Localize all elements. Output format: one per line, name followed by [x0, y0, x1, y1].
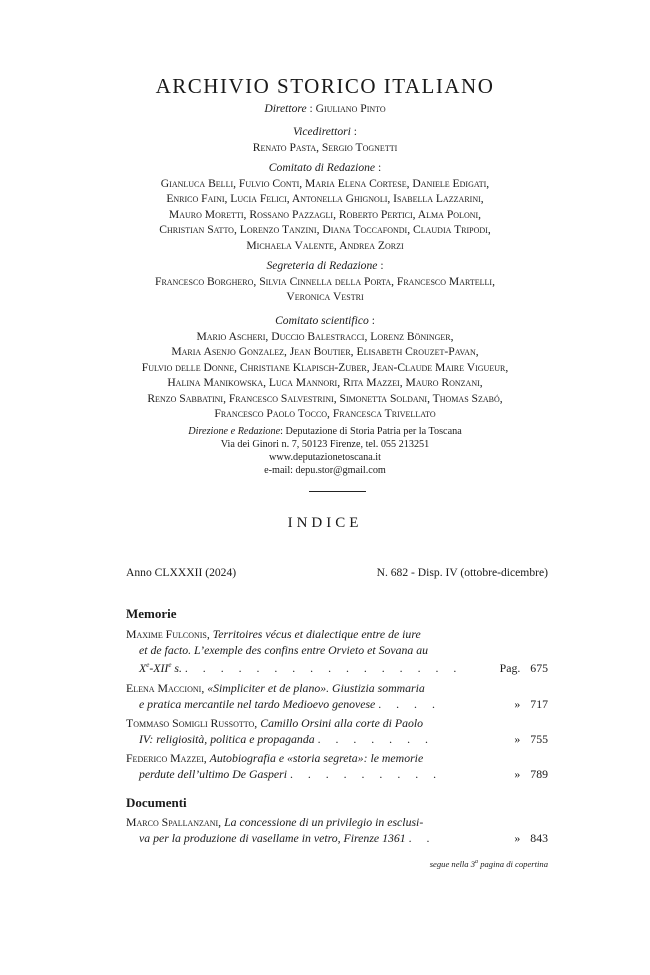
vice-directors-block: Vicedirettori : Renato Pasta, Sergio Tognetti: [60, 124, 590, 155]
entry-title: La concessione di un privilegio in esclusi-: [224, 815, 424, 829]
entry-title: Territoires vécus et dialectique entre de iure: [212, 627, 421, 641]
editorial-committee-line: Michaela Valente, Andrea Zorzi: [246, 238, 404, 252]
director-name: Giuliano Pinto: [315, 102, 386, 115]
page-marker: »: [514, 830, 521, 845]
page-number: 789: [530, 766, 548, 781]
vice-directors-names: Renato Pasta, Sergio Tognetti: [252, 140, 398, 154]
entry-title-cont: va per la produzione di vasellame in vetro, Firenze 1361: [139, 830, 406, 845]
address-label: Direzione e Redazione: [188, 426, 281, 437]
section-heading-memorie: Memorie: [126, 606, 177, 621]
director-role: Direttore: [264, 102, 307, 115]
index-heading: INDICE: [287, 515, 363, 531]
entry-title: Camillo Orsini alla corte di Paolo: [260, 716, 424, 730]
scientific-committee-line: Renzo Sabbatini, Francesco Salvestrini, Simonetta Soldani, Thomas Szabó,: [147, 391, 503, 405]
editorial-committee-block: Comitato di Redazione : Gianluca Belli, Fulvio Conti, Maria Elena Cortese, Daniele Edigati, Enrico Faini, Lucia Felici, Antonella Ghignoli, Isabella Lazzarini, Mauro Moretti, Rossano Pazzagli, Roberto Pertici, Alma Poloni, Christian Satto, Lorenzo Tanzini, Diana Toccafondi, Claudia Tripodi, Michaela Valente, Andrea Zorzi: [60, 160, 590, 253]
page-number: 755: [530, 731, 548, 746]
entry-title: «Simpliciter et de plano». Giustizia sommaria: [207, 681, 425, 695]
entry-author: Maxime Fulconis: [126, 627, 207, 641]
entry-title: Autobiografia e «storia segreta»: le memorie: [209, 751, 424, 765]
entry-title-cont: e pratica mercantile nel tardo Medioevo genovese: [139, 696, 376, 711]
scientific-committee-line: Francesco Paolo Tocco, Francesca Trivellato: [214, 407, 436, 420]
editorial-committee-role: Comitato di Redazione: [268, 161, 376, 174]
secretariat-role: Segreteria di Redazione: [266, 259, 378, 272]
address-line1: Deputazione di Storia Patria per la Toscana: [285, 426, 462, 437]
address-line2: Via dei Ginori n. 7, 50123 Firenze, tel. 055 213251: [220, 439, 430, 450]
scientific-committee-block: Comitato scientifico : Mario Ascheri, Duccio Balestracci, Lorenz Böninger, Maria Asenjo Gonzalez, Jean Boutier, Elisabeth Crouzet-Pavan, Fulvio delle Donne, Christiane Klapisch-Zuber, Jean-Claude Maire Vigueur, Halina Manikowska, Luca Mannori, Rita Mazzei, Mauro Ronzani, Renzo Sabbatini, Francesco Salvestrini, Simonetta Soldani, Thomas Szabó, Francesco Paolo Tocco, Francesca Trivellato: [60, 313, 590, 422]
page-marker: »: [514, 766, 521, 781]
page-number: 717: [530, 696, 548, 711]
entry-author: Federico Mazzei: [126, 751, 204, 765]
secretariat-line: Francesco Borghero, Silvia Cinnella della Porta, Francesco Martelli,: [155, 274, 495, 288]
page-marker: »: [514, 696, 521, 711]
scientific-committee-line: Maria Asenjo Gonzalez, Jean Boutier, Elisabeth Crouzet-Pavan,: [171, 345, 479, 358]
page-marker: »: [514, 731, 521, 746]
toc-entry[interactable]: Tommaso Somigli Russotto, Camillo Orsini alla corte di Paolo IV: religiosità, politica e propaganda . . . . . . . » 755: [126, 716, 548, 746]
footer-note: segue nella 3$^a$ pagina di copertina: [429, 859, 548, 869]
address-web[interactable]: www.deputazionetoscana.it: [269, 452, 381, 463]
editorial-committee-line: Christian Satto, Lorenzo Tanzini, Diana Toccafondi, Claudia Tripodi,: [159, 223, 491, 236]
entry-title-cont: IV: religiosità, politica e propaganda: [139, 731, 315, 746]
page-marker: Pag.: [499, 660, 521, 675]
scientific-committee-line: Fulvio delle Donne, Christiane Klapisch-Zuber, Jean-Claude Maire Vigueur,: [141, 360, 509, 374]
journal-title: ARCHIVIO STORICO ITALIANO: [155, 74, 495, 98]
secretariat-line: Veronica Vestri: [286, 290, 364, 303]
entry-author: Marco Spallanzani: [126, 815, 219, 829]
director-block: Direttore : Giuliano Pinto: [264, 102, 386, 115]
toc-entry[interactable]: Elena Maccioni, «Simpliciter et de plano». Giustizia sommaria e pratica mercantile nel tardo Medioevo genovese . . . . » 717: [126, 681, 548, 711]
issue-number: N. 682 - Disp. IV (ottobre-dicembre): [376, 566, 548, 579]
editorial-committee-line: Mauro Moretti, Rossano Pazzagli, Roberto Pertici, Alma Poloni,: [168, 207, 482, 221]
issue-year: Anno CLXXXII (2024): [126, 566, 237, 579]
vice-directors-role: Vicedirettori: [292, 125, 351, 138]
toc-entry[interactable]: Federico Mazzei, Autobiografia e «storia segreta»: le memorie perdute dell’ultimo De Gasperi . . . . . . . . . » 789: [126, 751, 548, 781]
page-number: 675: [530, 660, 548, 675]
editorial-committee-line: Enrico Faini, Lucia Felici, Antonella Ghignoli, Isabella Lazzarini,: [166, 192, 484, 205]
page-number: 843: [530, 830, 548, 845]
section-heading-documenti: Documenti: [126, 795, 187, 810]
toc-entry[interactable]: Marco Spallanzani, La concessione di un privilegio in esclusi- va per la produzione di vasellame in vetro, Firenze 1361 . . » 843: [126, 815, 548, 845]
divider: [309, 491, 366, 492]
toc-entry[interactable]: Maxime Fulconis, Territoires vécus et dialectique entre de iure et de facto. L’exemple des confins entre Orvieto et Sovana au Xe-XIIe s. . . . . . . . . . . . . . . . . Pag. 675: [126, 627, 548, 675]
entry-author: Tommaso Somigli Russotto: [126, 716, 255, 730]
scientific-committee-line: Halina Manikowska, Luca Mannori, Rita Mazzei, Mauro Ronzani,: [167, 376, 483, 389]
address-email[interactable]: e-mail: depu.stor@gmail.com: [264, 465, 386, 476]
secretariat-block: Segreteria di Redazione : Francesco Borghero, Silvia Cinnella della Porta, Francesco Martelli, Veronica Vestri: [60, 258, 590, 305]
entry-title-cont: et de facto. L’exemple des confins entre Orvieto et Sovana au: [139, 642, 429, 657]
editorial-committee-line: Gianluca Belli, Fulvio Conti, Maria Elena Cortese, Daniele Edigati,: [160, 176, 490, 190]
address-block: Direzione e Redazione: Deputazione di Storia Patria per la Toscana Via dei Ginori n. 7, 50123 Firenze, tel. 055 213251 www.deputazionetoscana.it e-mail: depu.stor@gmail.com: [60, 425, 590, 477]
scientific-committee-line: Mario Ascheri, Duccio Balestracci, Lorenz Böninger,: [196, 329, 454, 343]
scientific-committee-role: Comitato scientifico: [275, 314, 369, 327]
entry-author: Elena Maccioni: [126, 681, 202, 695]
entry-title-cont: perdute dell’ultimo De Gasperi: [139, 766, 287, 781]
